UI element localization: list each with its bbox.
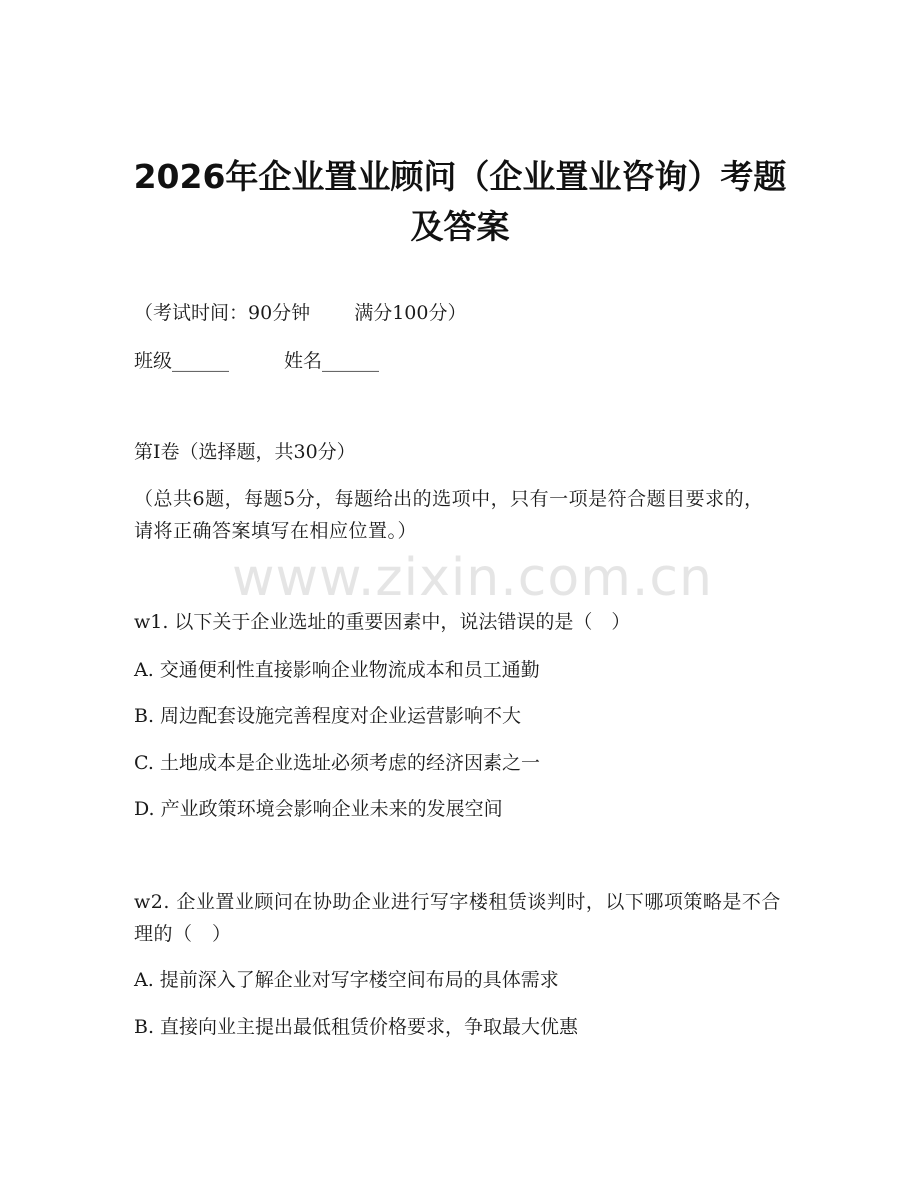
question-2-option-b: B. 直接向业主提出最低租赁价格要求，争取最大优惠 [134,1016,579,1038]
section-instructions: （总共6题，每题5分，每题给出的选项中，只有一项是符合题目要求的，请将正确答案填写在相应位置。） [134,488,764,542]
name-field: 姓名______ [284,350,380,372]
exam-info-line [134,299,466,327]
class-field: 班级______ [134,350,230,372]
document-title-line-2: 及答案 [410,207,510,246]
student-info-line [134,347,379,375]
question-1-option-d: D. 产业政策环境会影响企业未来的发展空间 [134,798,503,820]
question-1-option-c: C. 土地成本是企业选址必须考虑的经济因素之一 [134,752,540,774]
document-title-line-1: 2026年企业置业顾问（企业置业咨询）考题 [133,157,787,196]
question-1-option-b: B. 周边配套设施完善程度对企业运营影响不大 [134,705,522,727]
question-2-stem: w2. 企业置业顾问在协助企业进行写字楼租赁谈判时，以下哪项策略是不合理的（ ） [134,891,781,945]
section-heading: 第I卷（选择题，共30分） [134,441,356,463]
question-1-option-a: A. 交通便利性直接影响企业物流成本和员工通勤 [134,659,540,681]
exam-time: （考试时间：90分钟 [134,302,311,324]
exam-full-score: 满分100分） [354,302,467,324]
watermark: www.zixin.com.cn [232,548,713,608]
question-2-option-a: A. 提前深入了解企业对写字楼空间布局的具体需求 [134,969,559,991]
question-1-stem: w1. 以下关于企业选址的重要因素中，说法错误的是（ ） [134,611,631,633]
